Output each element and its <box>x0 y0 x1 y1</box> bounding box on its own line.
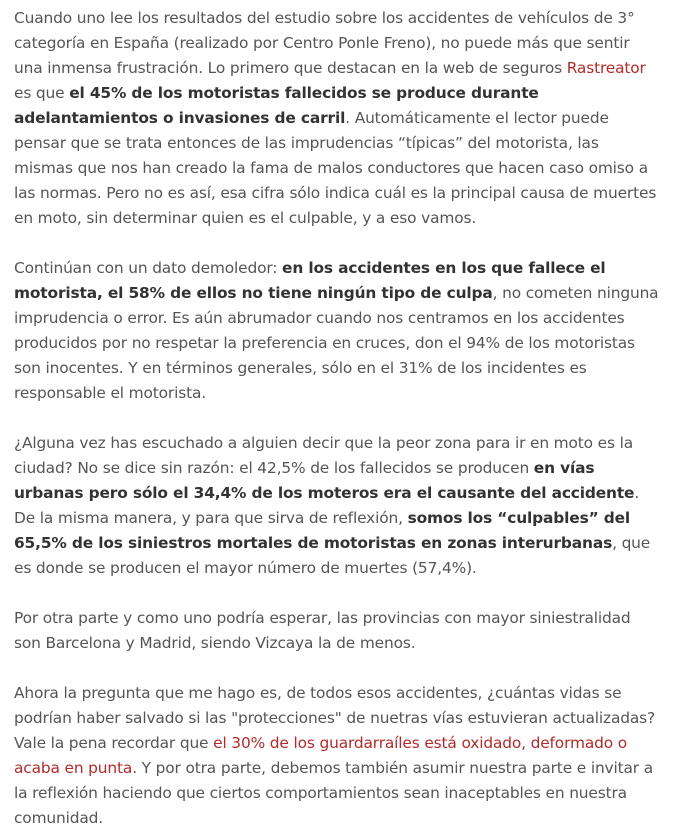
paragraph-text: , no cometen ninguna imprudencia o error. Es aún abrumador cuando nos centramos en los accidentes producidos por no respetar la preferencia en cruces, don el 94% de los motoristas son inocentes. Y en términos generales, sólo en el 31% de los incidentes es responsable el motorista. <box>14 284 659 402</box>
paragraph-rastreator-intro <box>14 6 661 231</box>
paragraph-text: Continúan con un dato demoledor: <box>14 259 283 277</box>
paragraph-provincias <box>14 606 661 656</box>
paragraph-text: Por otra parte y como uno podría esperar, las provincias con mayor siniestralidad son Barcelona y Madrid, siendo Vizcaya la de menos. <box>14 609 631 652</box>
paragraph-dato-demoledor <box>14 256 661 406</box>
bold-highlight: somos los “culpables” del 65,5% de los siniestros mortales de motoristas en zonas interurbanas <box>14 509 631 552</box>
paragraph-text: ¿Alguna vez has escuchado a alguien decir que la peor zona para ir en moto es la ciudad? No se dice sin razón: el 42,5% de los fallecidos se producen <box>14 434 634 477</box>
bold-highlight: en vías urbanas pero sólo el 34,4% de los moteros era el causante del accidente <box>14 459 635 502</box>
paragraph-ciudad <box>14 431 661 581</box>
paragraph-text: Ahora la pregunta que me hago es, de todos esos accidentes, ¿cuántas vidas se podrían haber salvado si las "protecciones" de nuetras vías estuvieran actualizadas? Vale la pena recordar que <box>14 684 656 752</box>
paragraph-text: . De la misma manera, y para que sirva de reflexión, <box>14 484 640 527</box>
rastreator-link[interactable]: Rastreator <box>566 59 646 77</box>
bold-highlight: en los accidentes en los que fallece el motorista, el 58% de ellos no tiene ningún tipo de culpa <box>14 259 606 302</box>
paragraph-text: Cuando uno lee los resultados del estudio sobre los accidentes de vehículos de 3° categoría en España (realizado por Centro Ponle Freno), no puede más que sentir una inmensa frustración. Lo primero que destacan en la web de seguros <box>14 9 635 77</box>
paragraph-text: . Y por otra parte, debemos también asumir nuestra parte e invitar a la reflexión haciendo que ciertos comportamientos sean inaceptables en nuestra comunidad. <box>14 759 653 827</box>
paragraph-text: . Automáticamente el lector puede pensar que se trata entonces de las imprudencias “típicas” del motorista, las mismas que nos han creado la fama de malos conductores que hacen caso omiso a las normas. Pero no es así, esa cifra sólo indica cuál es la principal causa de muertes en moto, sin determinar quien es el culpable, y a eso vamos. <box>14 109 657 227</box>
bold-highlight: el 45% de los motoristas fallecidos se produce durante adelantamientos o invasiones de carril <box>14 84 539 127</box>
guardarrailes-link[interactable]: el 30% de los guardarraíles está oxidado, deformado o acaba en punta <box>14 734 627 777</box>
paragraph-guardarrailes <box>14 681 661 831</box>
paragraph-text: , que es donde se producen el mayor número de muertes (57,4%). <box>14 534 651 577</box>
paragraph-text: es que <box>14 84 70 102</box>
